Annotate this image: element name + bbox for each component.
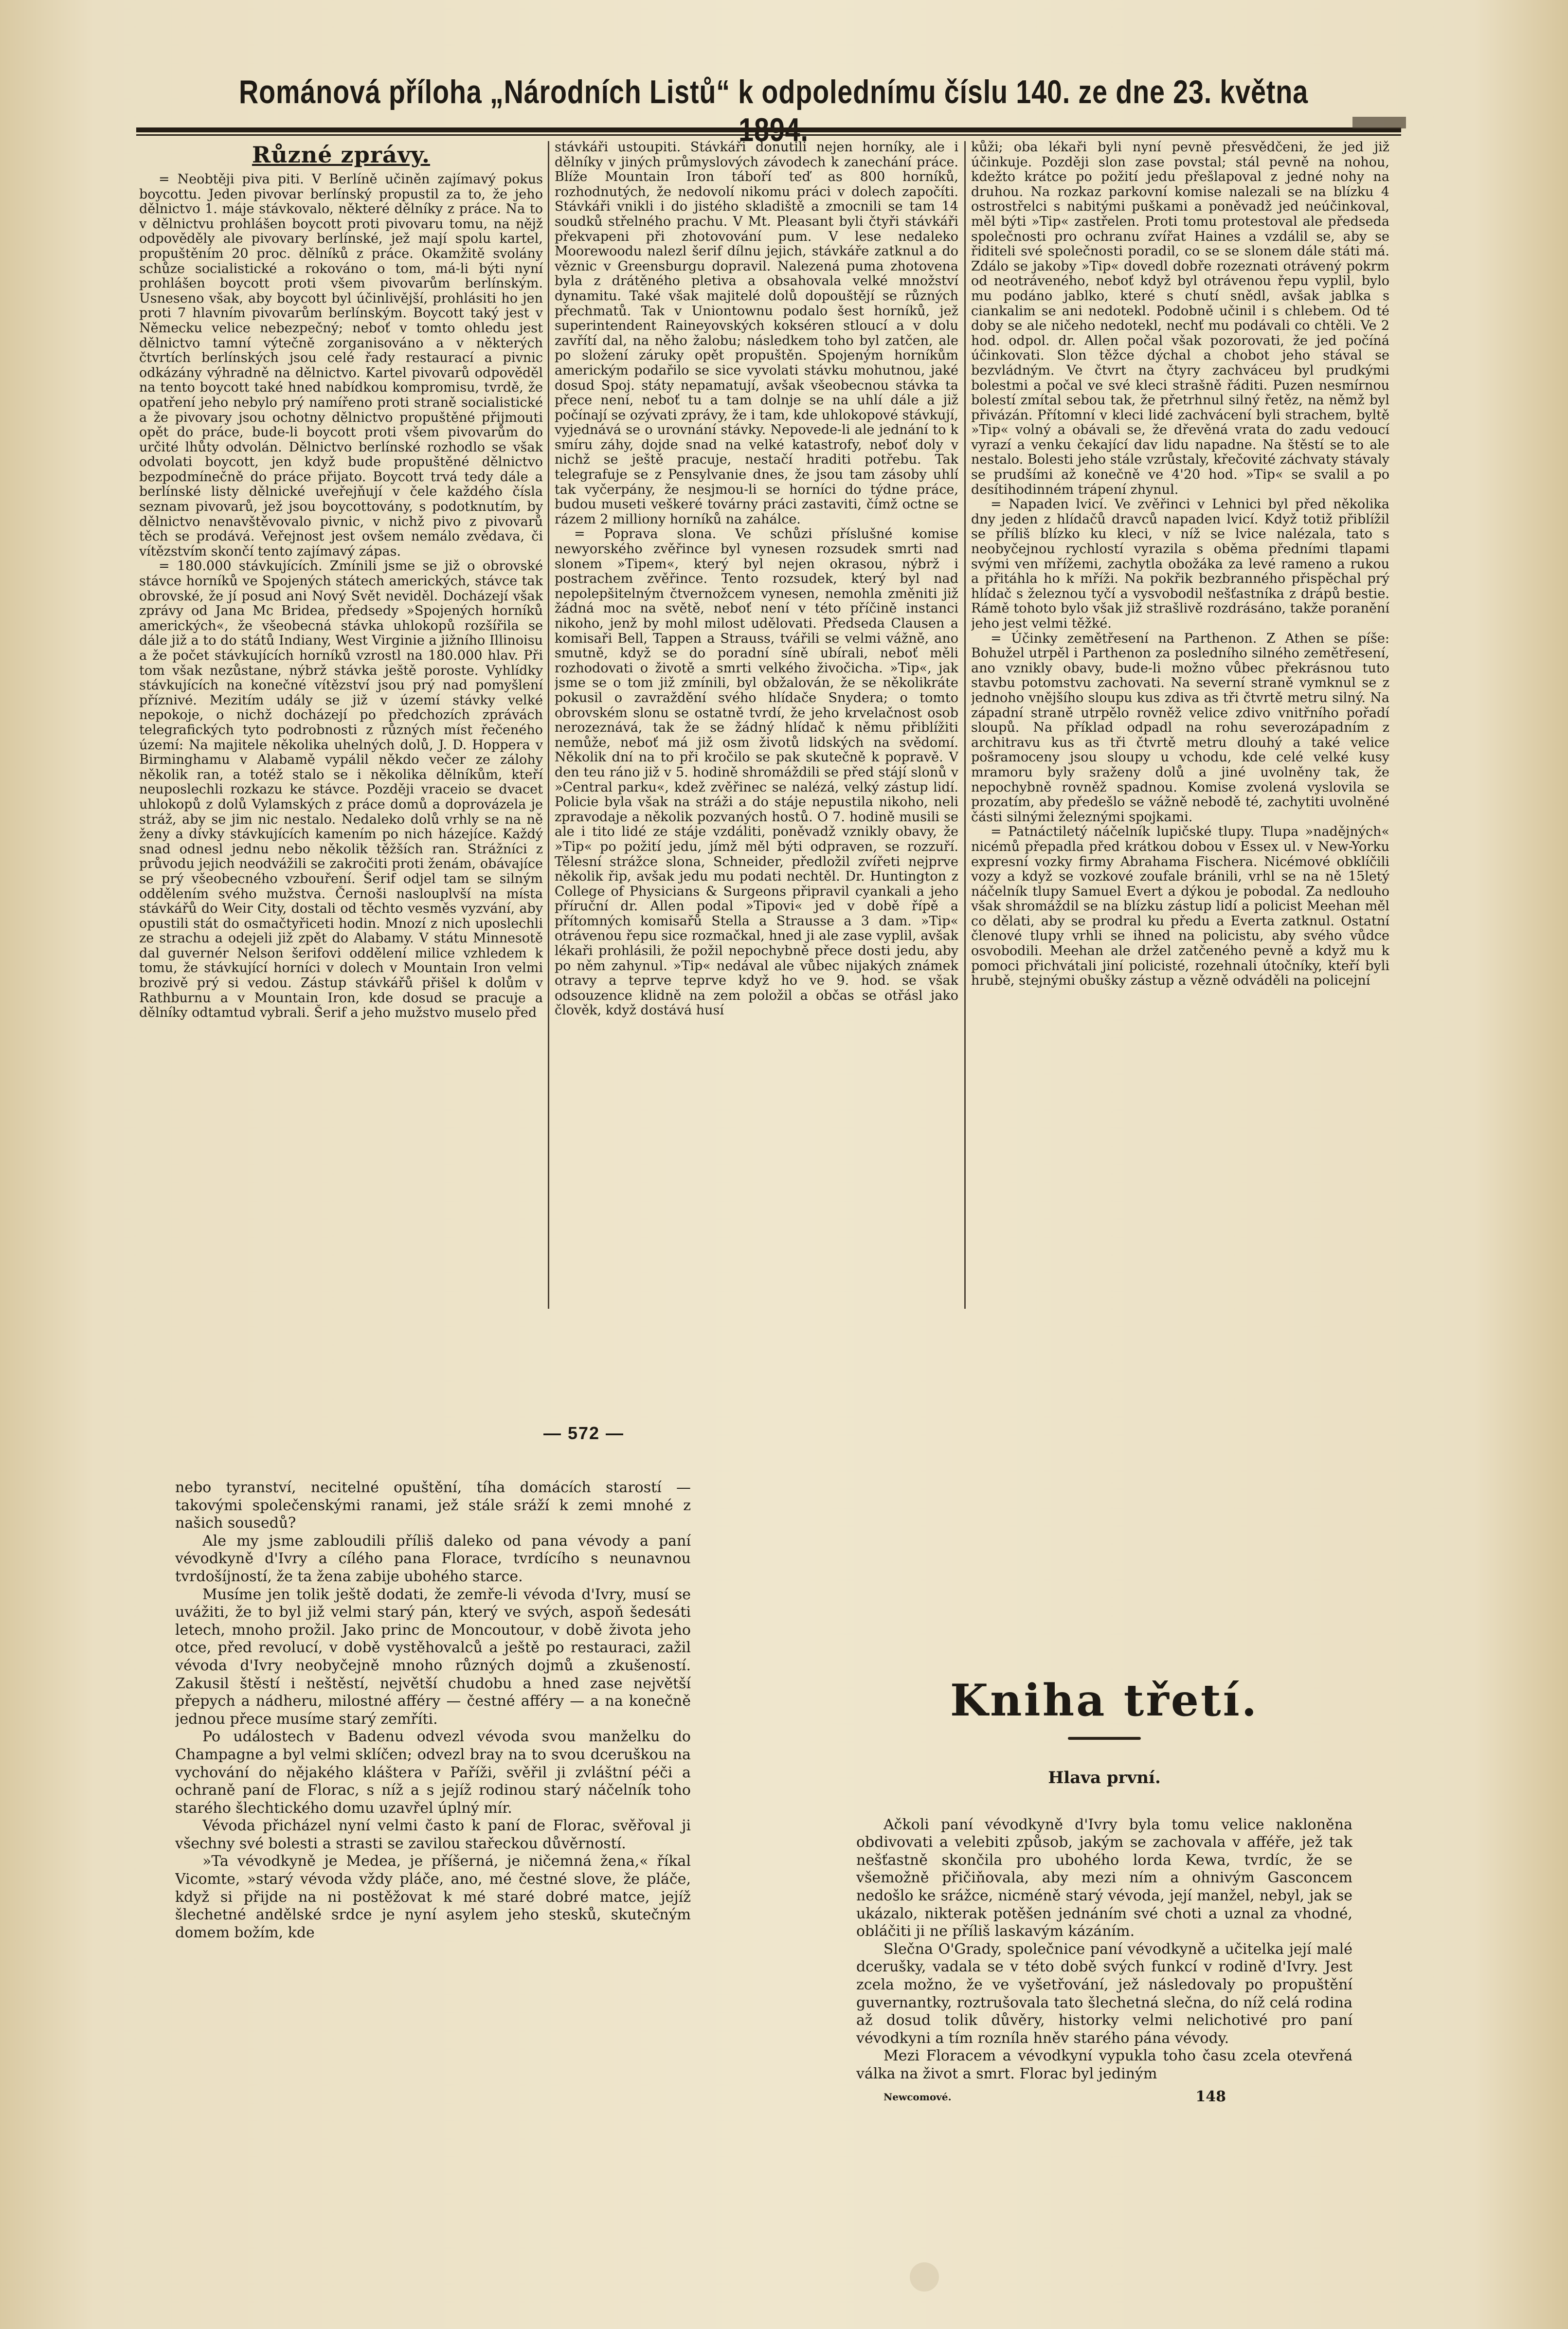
article-parthenon: = Účinky zemětřesení na Parthenon. Z Athen se píše: Bohužel utrpěl i Parthenon za posledního silného zemětřesení, ano vznikly obavy, bude-li možno vůbec překrásnou tuto stavbu potomstvu zachovati. Na severní straně vymknul se z jednoho vnějšího sloupu kus zdiva as tři čtvrtě metru silný. Na západní straně utrpělo rovněž velice zdivo vnitřního pořadí sloupů. Na příklad odpadl na rohu severozápadním z architravu kus as tři čtvrtě metru dlouhý a také velice pošramoceny jsou sloupy u vchodu, kde celé velké kusy mramoru byly sraženy dolů a jiné uvolněny tak, že nepochybně rovněž spadnou. Komise zvolená vyslovila se prozatím, aby předešlo se vážně nebodě té, zachytiti uvolněné části silnými železnými spojkami. [971,631,1389,825]
footer-page-number: 148 [1195,2088,1226,2105]
page-number: — 572 — [543,1423,625,1443]
book-title: Kniha třetí. [950,1675,1259,1726]
article-boycott: = Neobtěji piva piti. V Berlíně učiněn zajímavý pokus boycottu. Jeden pivovar berlínský propustil za to, že jeho dělnictvo 1. máje stávkovalo, některé dělníky z práce. Na to v dělnictvu prohlášen boycott proti pivovaru tomu, na nějž odpověděly ale pivovary berlínské, jež mají spolu kartel, propuštěním 20 proc. dělníků z práce. Okamžitě svolány schůze socialistické a rokováno o tom, má-li býti nyní prohlášen boycott proti všem pivovarům berlínským. Usneseno však, aby boycott byl účinlivější, prohlásiti ho jen proti 7 hlavním pivovarům berlínským. Boycott taký jest v Německu velice nebezpečný; neboť v tomto ohledu jest dělnictvo tamní výtečně zorganisováno a v některých čtvrtích berlínských jsou celé řady restaurací a pivnic odkázány výhradně na dělnictvo. Kartel pivovarů odpověděl na tento boycott také hned nabídkou kompromisu, tvrdě, že opatření jeho nebylo prý namířeno proti straně socialistické a že pivovary jsou ochotny dělnictvo propuštěné přijmouti opět do práce, bude-li boycott proti všem pivovarům do určité lhůty odvolán. Dělnictvo berlínské rozhodlo se však odvolati boycott, jen když bude propuštěné dělnictvo bezpodmínečně do práce přijato. Boycott trvá tedy dále a berlínské listy dělnické uveřejňují v čele každého čísla seznam pivovarů, jež jsou boycottovány, s podotknutím, by dělnictvo nenavštěvovalo pivnic, v nichž pivo z pivovarů těch se prodává. Veřejnost jest ovšem nemálo zvědava, či vítězstvím skončí tento zajímavý zápas. [139,172,543,559]
article-elephant-cont: kůži; oba lékaři byli nyní pevně přesvědčeni, že jed již účinkuje. Později slon zase povstal; stál pevně na nohou, kdežto krátce po požití jedu přešlapoval z jedné nohy na druhou. Na rozkaz parkovní komise nalezali se na blízku 4 ostrostřelci s nabitými puškami a poněvadž jed neúčinkoval, měl býti »Tip« zastřelen. Proti tomu protestoval ale předseda společnosti pro ochranu zvířat Haines a vzdálil se, aby se řiditeli své společnosti poradil, co se se slonem dále státi má. Zdálo se jakoby »Tip« dovedl dobře rozeznati otrávený pokrm od neotráveného, neboť když byl otrávenou řepu vyplil, bylo mu podáno jablko, které s chutí snědl, avšak jablka s ciankalim se ani nedotekl. Podobně učinil i s chlebem. Od té doby se ale ničeho nedotekl, nechť mu podávali co chtěli. Ve 2 hod. odpol. dr. Allen počal však pozorovati, že jed počíná účinkovati. Slon těžce dýchal a chobot jeho stával se bezvládným. Ve čtvrt na čtyry zachváceu byl prudkými bolestmi a počal ve své kleci strašně řáditi. Puzen nesmírnou bolestí zmítal sebou tak, že přetrhnul silný řetěz, na němž byl přivázán. Přítomní v kleci lidé zachvácení byli strachem, byltě »Tip« volný a obávali se, že dřevěná vrata do zadu vedoucí vyrazí a venku čekající dav lidu napadne. Na štěstí se to ale nestalo. Bolesti jeho stále vzrůstaly, křečovité záchvaty stávaly se prudšími až konečně ve 4'20 hod. »Tip« se svalil a po desítihodinném trápení zhynul. [971,140,1389,497]
novel-footer [856,2088,1352,2106]
novel-paragraph: Ale my jsme zabloudili příliš daleko od pana vévody a paní vévodkyně d'Ivry a cílého pana Florace, tvrdícího s neunavnou tvrdošíjností, že ta žena zabije ubohého starce. [175,1532,691,1585]
column-divider [548,141,549,1309]
footer-signature: Newcomové. [883,2091,952,2103]
section-title: Různé zprávy. [252,142,431,168]
novel-paragraph: »Ta vévodkyně je Medea, je příšerná, je ničemná žena,« říkal Vicomte, »starý vévoda vždy pláče, ano, mé čestné slove, že pláče, když si přijde na ni postěžovat k mé staré dobré matce, jejíž šlechetné andělské srdce je nyní asylem jeho stesků, skutečným domem božím, kde [175,1853,691,1941]
novel-right-column [856,1674,1352,2209]
chapter-title: Hlava první. [1048,1768,1161,1787]
article-strikers-cont: stávkáři ustoupiti. Stávkáři donutili nejen horníky, ale i dělníky v jiných průmyslových závodech k zanechání práce. Blíže Mountain Iron táboří teď as 800 horníků, rozhodnutých, že nedovolí nikomu práci v dolech započíti. Stávkáři vnikli i do jistého skladiště a zmocnili se tam 14 soudků střelného prachu. V Mt. Pleasant byli čtyři stávkáři překvapeni při zhotovování pum. V lese nedaleko Moorewoodu nalezl šerif dílnu jejich, stávkáře zatknul a do věznic v Greensburgu dopravil. Nalezená puma zhotovena byla z drátěného pletiva a obsahovala velké množství dynamitu. Také však majitelé dolů dopouštějí se různých přechmatů. Tak v Uniontownu podalo šest horníků, jež superintendent Raineyovských kokséren stloucí a v dolu zavřítí dal, na něho žalobu; následkem toho byl zatčen, ale po složení záruky opět propuštěn. Spojeným horníkům americkým podařilo se sice vyvolati stávku mohutnou, jaké dosud Spoj. státy nepamatují, avšak všeobecnou stávka ta přece není, neboť tu a tam dolnje se na uhlí dále a již počínají se ozývati zprávy, že i tam, kde uhlokopové stávkují, vyjednává se o urovnání stávky. Nepovede-li ale jednání to k smíru záhy, dojde snad na velké katastrofy, neboť doly v nichž se ještě pracuje, nestačí hraditi potřebu. Tak telegrafuje se z Pensylvanie dnes, že jsou tam zásoby uhlí tak vyčerpány, že nesjmou-li se horníci do týdne práce, budou museti veškeré továrny práci zastaviti, čímž octne se rázem 2 milliony horníků na zahálce. [555,140,958,527]
header-rule-end [1352,117,1406,128]
novel-paragraph: Mezi Floracem a vévodkyní vypukla toho času zcela otevřená válka na život a smrt. Florac byl jediným [856,2047,1352,2082]
novel-paragraph: nebo tyranství, necitelné opuštění, tíha domácích starostí — takovými společenskými ranami, jež stále sráží k zemi mnohé z našich sousedů? [175,1479,691,1532]
article-strikers: = 180.000 stávkujících. Zmínili jsme se již o obrovské stávce horníků ve Spojených státech amerických, stávce tak obrovské, že jí posud ani Nový Svět neviděl. Docházejí však zprávy od Jana Mc Bridea, předsedy »Spojených horníků amerických«, že všeobecná stávka uhlokopů rozšířila se dále již a to do států Indiany, West Virginie a jižního Illinoisu a že počet stávkujících horníků vzrostl na 180.000 hlav. Při tom však nezůstane, nýbrž stávka ještě poroste. Vyhlídky stávkujících na konečné vítězství jsou prý nad pomyšlení příznivé. Mezitím udály se již v území stávky velké nepokoje, o nichž docházejí po předchozích zprávách telegrafických tyto podrobnosti z různých míst řečeného území: Na majitele několika uhelných dolů, J. D. Hoppera v Birminghamu v Alabamě vypálil někdo večer ze zálohy několik ran, a totéž stalo se i několika dělníkům, kteří neuposlechli rozkazu ke stávce. Později vraceio se dvacet uhlokopů z dolů Vylamských z práce domů a doprovázela je stráž, aby se jim nic nestalo. Nedaleko dolů vrhly se na ně ženy a dívky stávkujících kamením po nich házejíce. Každý snad odnesl jednu nebo několik těžších ran. Strážníci z průvodu jejich neodvážili se zakročiti proti ženám, obávajíce se prý všeobecného vzbouření. Šerif odjel tam se silným oddělením svého mužstva. Černoši naslouplvší na místa stávkářů do Weir City, dostali od těchto vesměs vyzvání, aby opustili stát do osmačtyřiceti hodin. Mnozí z nich uposlechli ze strachu a odejeli již zpět do Alabamy. V státu Minnesotě dal guvernér Nelson šerifovi oddělení milice vzhledem k tomu, že stávkující horníci v dolech v Mountain Iron velmi brozivě prý si vedou. Zástup stávkářů přišel k dolům v Rathburnu a v Mountain Iron, kde dosud se pracuje a dělníky odtamtud vybrali. Šerif a jeho mužstvo muselo před [139,559,543,1021]
column-1 [139,140,543,1356]
column-divider [964,141,966,1309]
header-rule [136,127,1401,132]
novel-paragraph: Slečna O'Grady, společnice paní vévodkyně a učitelka její malé dcerušky, vadala se v této době svých funkcí v rodině d'Ivry. Jest zcela možno, že ve vyšetřování, jež následovaly po propuštění guvernantky, roztrušovala tato šlechetná slečna, do níž celá rodina až dosud tolik důvěry, historky velmi nelichotivé pro paní vévodkyni a tím rozníla hněv starého pána vévody. [856,1940,1352,2047]
ornament-rule [1068,1737,1141,1740]
novel-paragraph: Ačkoli paní vévodkyně d'Ivry byla tomu velice nakloněna obdivovati a velebiti způsob, jakým se zachovala v afféře, jež tak nešťastně skončila pro ubohého lorda Kewa, tvrdíc, že se všemožně přičiňovala, aby mezi ním a ohnivým Gasconcem nedošlo ke srážce, nicméně starý vévoda, její manžel, nebyl, jak se ukázalo, nikterak potěšen jednáním své choti a uznal za vhodné, obláčiti ji ne příliš laskavým kázáním. [856,1816,1352,1940]
page-header: Románová příloha „Národních Listů“ k odpolednímu číslu 140. ze dne 23. května [239,73,1308,110]
novel-paragraph: Po událostech v Badenu odvezl vévoda svou manželku do Champagne a byl velmi sklíčen; odvezl bray na to svou dceruškou na vychování do nějakého kláštera v Paříži, svěřil ji zvláštní péči a ochraně paní de Florac, s níž a s jejíž rodinou starý náčelník toho starého šlechtického domu uzavřel úplný mír. [175,1728,691,1817]
header-rule-thin [136,134,1401,136]
article-elephant: = Poprava slona. Ve schůzi příslušné komise newyorského zvěřince byl vynesen rozsudek smrti nad slonem »Tipem«, který byl nejen okrasou, nýbrž i postrachem zvěřince. Tento rozsudek, který byl nad nepolepšitelným čtvernožcem vynesen, nemohla změniti již žádná moc na světě, neboť není v této příčině instanci nikoho, jenž by mohl milost udělovati. Předseda Clausen a komisaři Bell, Tappen a Strauss, tvářili se velmi vážně, ano smutně, když se do poradní síně ubírali, neboť měli rozhodovati o životě a smrti velkého živočicha. »Tip«, jak jsme se o tom již zmínili, byl obžalován, že se několikráte pokusil o zavraždění svého hlídače Snydera; o tomto obrovském slonu se ostatně tvrdí, že jeho krvelačnost osob nerozeznává, tak že se žádný hlídač k němu přiblížiti nemůže, neboť má již osm životů lidských na svědomí. Několik dní na to při kročilo se pak skutečně k popravě. V den teu ráno již v 5. hodině shromáždili se před stájí slonů v »Central parku«, kdež zvěřinec se nalézá, velký zástup lidí. Policie byla však na stráži a do stáje nepustila nikoho, neli zpravodaje a několik pozvaných hostů. O 7. hodině musili se ale i tito lidé ze stáje vzdáliti, poněvadž vznikly obavy, že »Tip« po požití jedu, jímž měl býti odpraven, se rozzuří. Tělesní strážce slona, Schneider, předložil zvířeti nejprve několik řip, avšak jedu mu podati nechtěl. Dr. Huntington z College of Physicians & Surgeons připravil cyankali a jeho příruční dr. Allen podal »Tipovi« jed v době řípě a přítomných komisařů Stella a Strausse a 3 dam. »Tip« otrávenou řepu sice rozmačkal, hned ji ale zase vyplil, avšak lékaři prohlásili, že požil nepochybně přece dosti jedu, aby po něm zahynul. »Tip« nedával ale vůbec nijakých známek otravy a teprve teprve když ho ve 9. hod. se však odsouzence klidně na zem položil a občas se otřásl jako člověk, když dostává husí [555,526,958,1018]
article-lioness: = Napaden lvicí. Ve zvěřinci v Lehnici byl před několika dny jeden z hlídačů dravců napaden lvicí. Když totiž přiblížil se příliš blízko ku kleci, v níž se lvice nalézala, tato s neobyčejnou rychlostí vyrazila s oběma předními tlapami svými ven mřížemi, zachytla obožáka za levé rameno a rukou a přitáhla ho k mříži. Na pokřik bezbranného přispěchal prý hlídač s železnou tyčí a vysvobodil nešťastníka z drápů bestie. Rámě tohoto bylo však již strašlivě rozdrásáno, takže poranění jeho jest velmi těžké. [971,497,1389,631]
novel-paragraph: Vévoda přicházel nyní velmi často k paní de Florac, svěřoval ji všechny své bolesti a strasti se zavilou stařeckou důvěrností. [175,1817,691,1852]
paper-stain [910,2262,939,2292]
novel-paragraph: Musíme jen tolik ještě dodati, že zemře-li vévoda d'Ivry, musí se uvážiti, že to byl již velmi starý pán, který ve svých, aspoň šedesáti letech, mnoho prožil. Jako princ de Moncoutour, v době života jeho otce, před revolucí, v době vystěhovalců a ještě po restauraci, zažil vévoda d'Ivry neobyčejně mnoho různých dojmů a zkušeností. Zakusil štěstí i neštěstí, největší chudobu a hned zase největší přepych a nádheru, milostné afféry — čestné afféry — a na konečně jednou přece musíme starý zemříti. [175,1586,691,1728]
novel-left-column [175,1479,691,2209]
column-3 [971,140,1389,1356]
column-2 [555,140,958,1356]
article-gang: = Patnáctiletý náčelník lupičské tlupy. Tlupa »nadějných« nicémů přepadla před krátkou dobou v Essex ul. v New-Yorku expresní vozky firmy Abrahama Fischera. Nicémové obklíčili vozy a když se vozkové zoufale bránili, vrhl se na ně 15letý náčelník tlupy Samuel Evert a dýkou je pobodal. Za nedlouho však shromáždil se na blízku zástup lidí a policist Meehan měl co dělati, aby se prodral ku předu a Everta zatknul. Ostatní členové tlupy vrhli se ihned na policistu, aby svého vůdce osvobodili. Meehan ale držel zatčeného pevně a když mu k pomoci přichvátali jiní policisté, rozehnali útočníky, kteří byli hrubě, stejnými obušky zástup a vězně odváděli na policejní [971,824,1389,989]
